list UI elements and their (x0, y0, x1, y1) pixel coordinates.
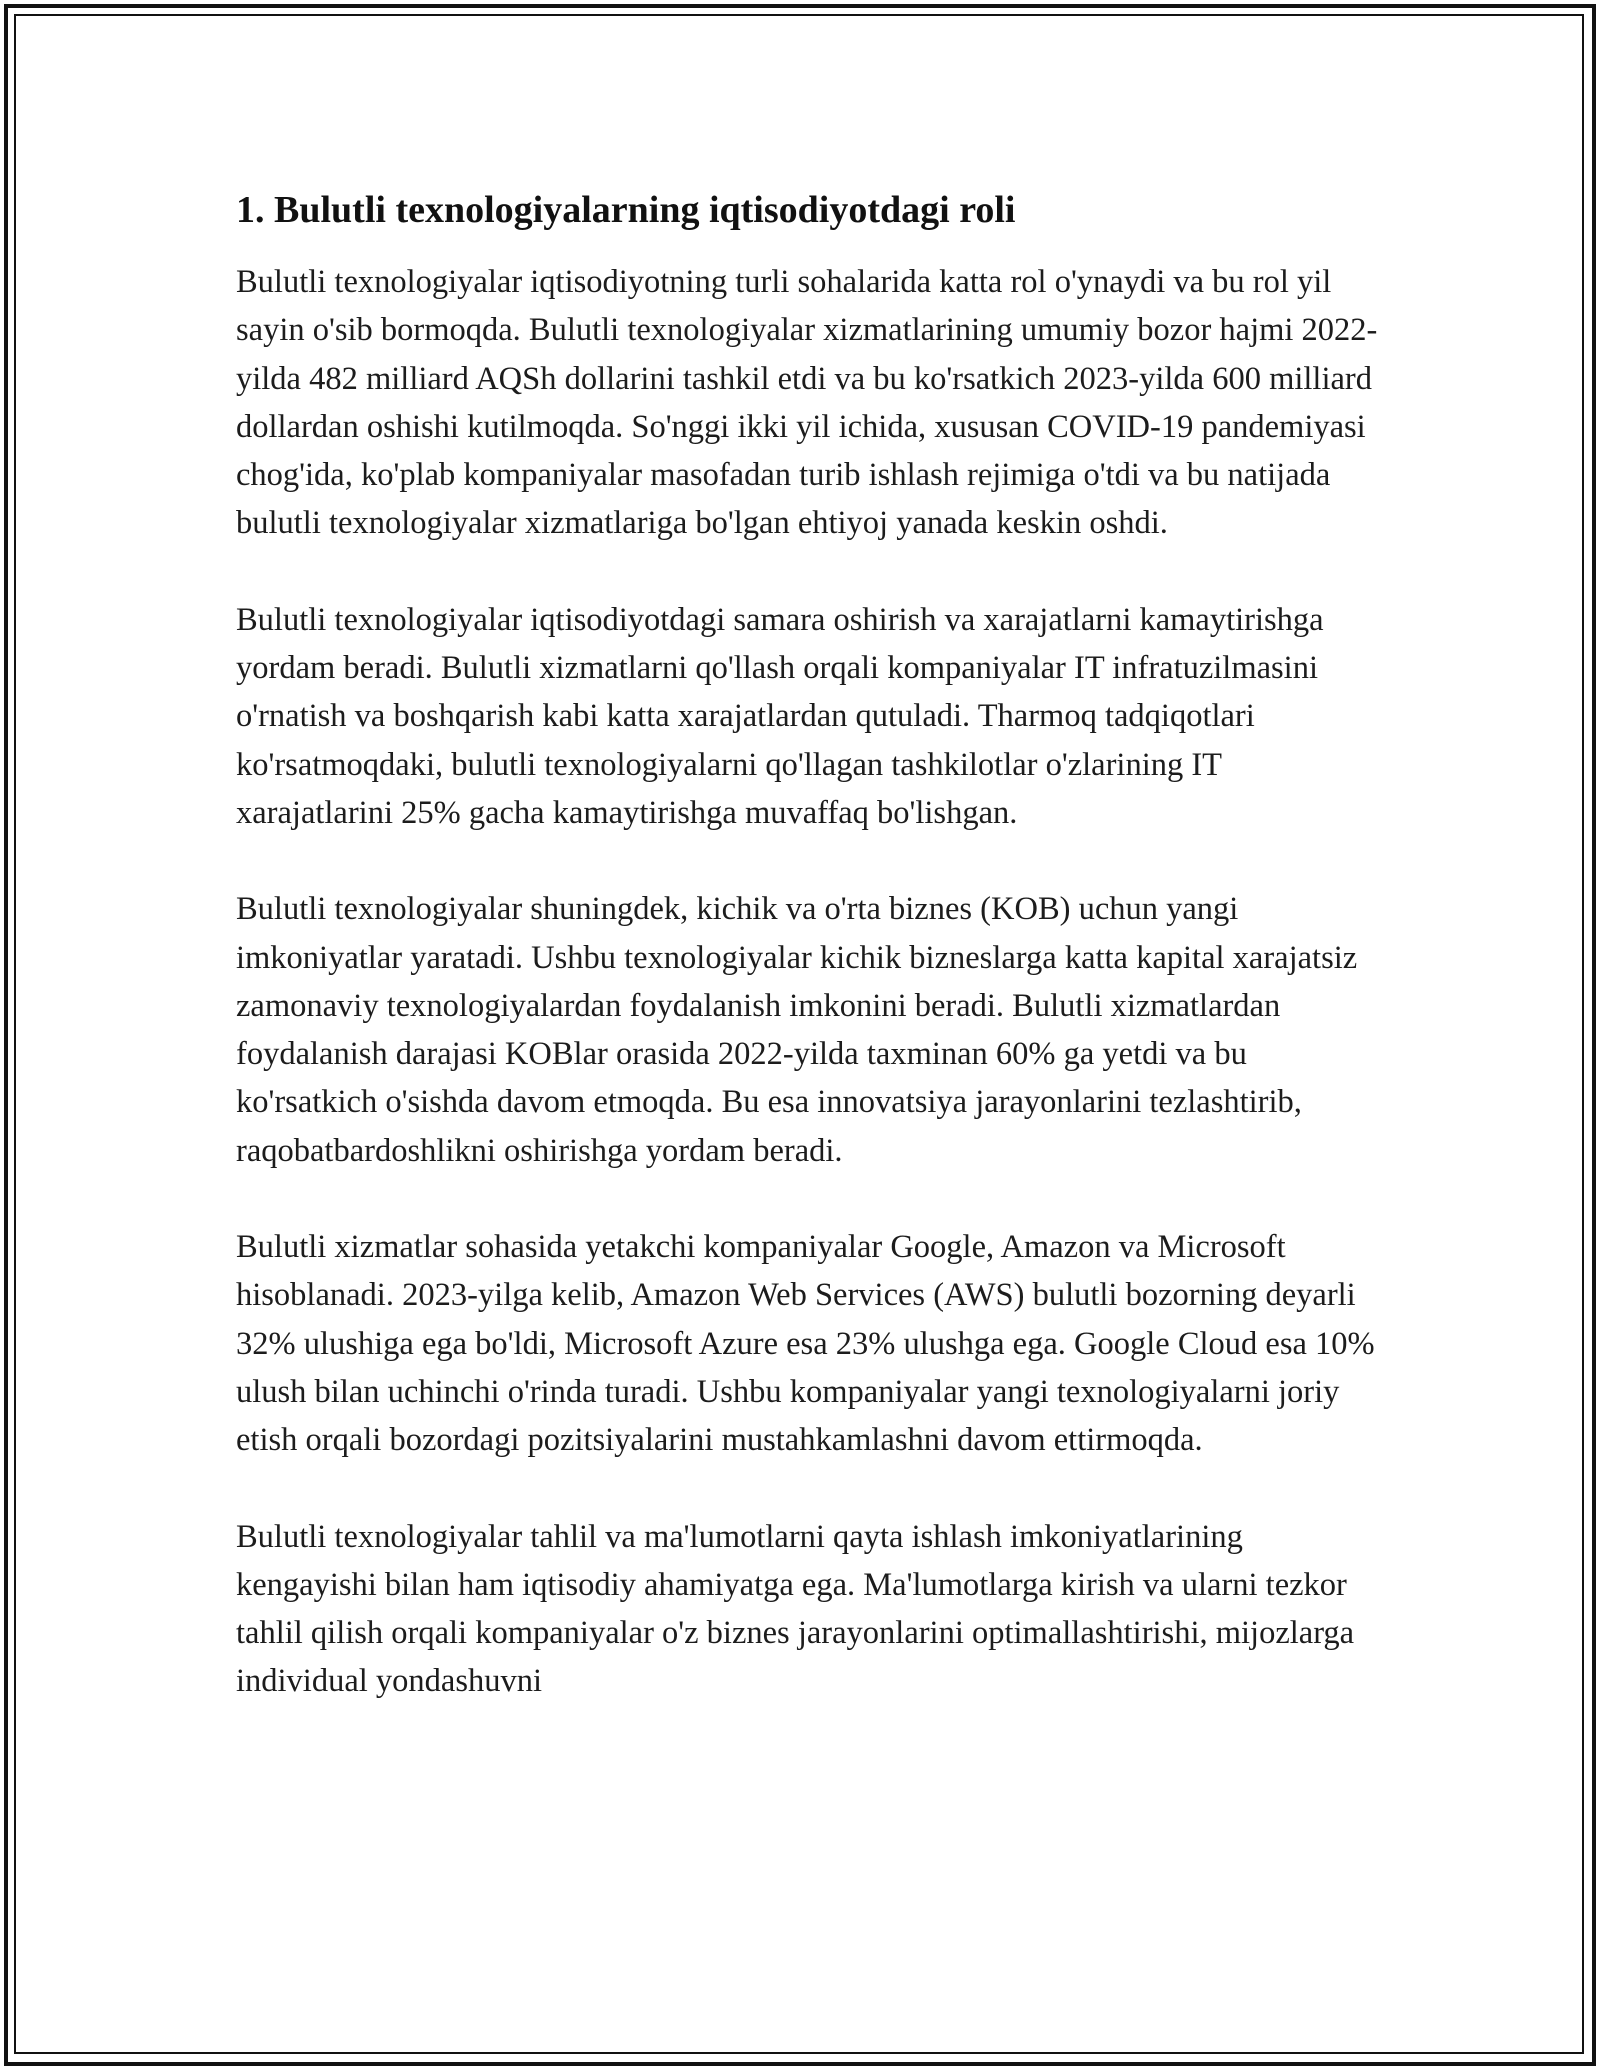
paragraph-5: Bulutli texnologiyalar tahlil va ma'lumotlarni qayta ishlash imkoniyatlarining kengayishi bilan ham iqtisodiy ahamiyatga ega. Ma'lumotlarga kirish va ularni tezkor tahlil qilish orqali kompaniyalar o'z biznes jarayonlarini optimallashtirishi, mijozlarga individual yondashuvni (236, 1518, 1355, 1700)
paragraph-3: Bulutli texnologiyalar shuningdek, kichik va o'rta biznes (KOB) uchun yangi imkoniyatlar yaratadi. Ushbu texnologiyalar kichik bizneslarga katta kapital xarajatsiz zamonaviy texnologiyalardan foydalanish imkonini beradi. Bulutli xizmatlardan foydalanish darajasi KOBlar orasida 2022-yilda taxminan 60% ga yetdi va bu ko'rsatkich o'sishda davom etmoqda. Bu esa innovatsiya jarayonlarini tezlashtirib, raqobatbardoshlikni oshirishga yordam beradi. (236, 891, 1358, 1169)
paragraph-1: Bulutli texnologiyalar iqtisodiyotning turli sohalarida katta rol o'ynaydi va bu rol yil sayin o'sib bormoqda. Bulutli texnologiyalar xizmatlarining umumiy bozor hajmi 2022-yilda 482 milliard AQSh dollarini tashkil etdi va bu ko'rsatkich 2023-yilda 600 milliard dollardan oshishi kutilmoqda. So'nggi ikki yil ichida, xususan COVID-19 pandemiyasi chog'ida, ko'plab kompaniyalar masofadan turib ishlash rejimiga o'tdi va bu natijada bulutli texnologiyalar xizmatlariga bo'lgan ehtiyoj yanada keskin oshdi. (236, 264, 1378, 542)
paragraph-2: Bulutli texnologiyalar iqtisodiyotdagi samara oshirish va xarajatlarni kamaytirishga yordam beradi. Bulutli xizmatlarni qo'llash orqali kompaniyalar IT infratuzilmasini o'rnatish va boshqarish kabi katta xarajatlardan qutuladi. Tharmoq tadqiqotlari ko'rsatmoqdaki, bulutli texnologiyalarni qo'llagan tashkilotlar o'zlarining IT xarajatlarini 25% gacha kamaytirishga muvaffaq bo'lishgan. (236, 601, 1324, 831)
paragraph-4: Bulutli xizmatlar sohasida yetakchi kompaniyalar Google, Amazon va Microsoft hisoblanadi. 2023-yilga kelib, Amazon Web Services (AWS) bulutli bozorning deyarli 32% ulushiga ega bo'ldi, Microsoft Azure esa 23% ulushga ega. Google Cloud esa 10% ulush bilan uchinchi o'rinda turadi. Ushbu kompaniyalar yangi texnologiyalarni joriy etish orqali bozordagi pozitsiyalarini mustahkamlashni davom ettirmoqda. (236, 1229, 1375, 1459)
document-body (236, 186, 1386, 1706)
section-heading: 1. Bulutli texnologiyalarning iqtisodiyotdagi roli (236, 189, 1016, 231)
